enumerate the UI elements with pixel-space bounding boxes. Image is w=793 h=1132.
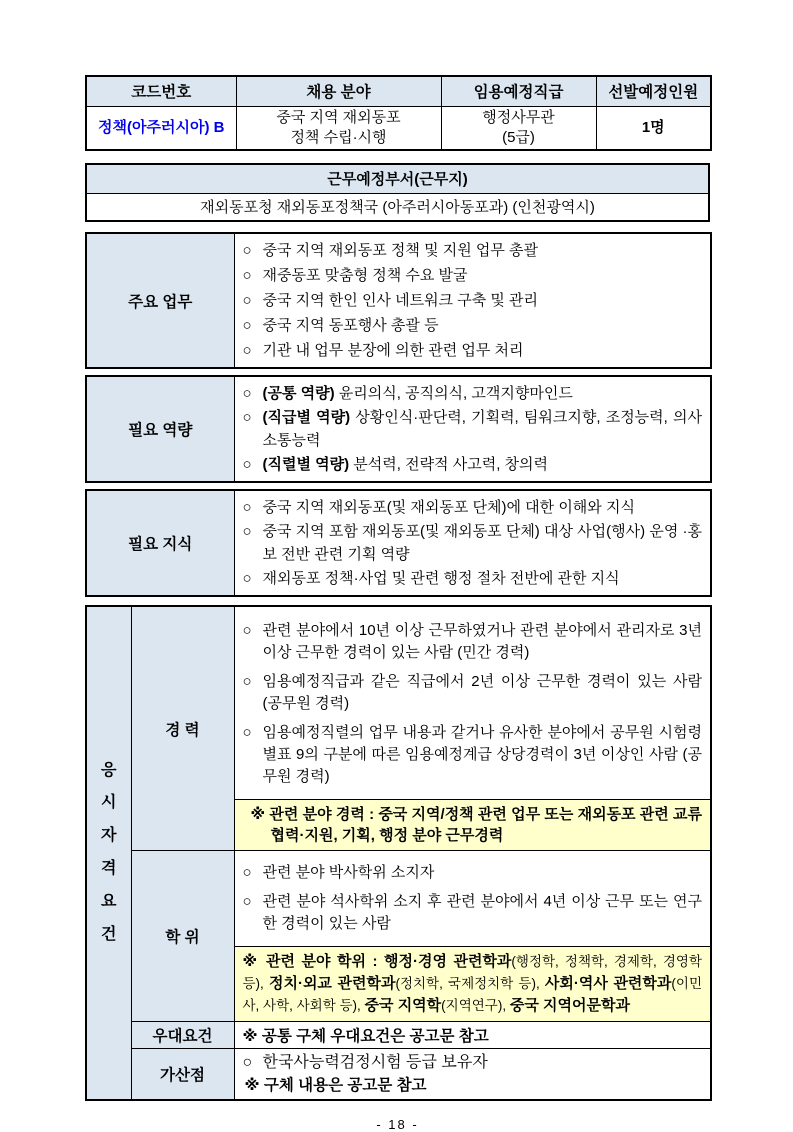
bullet-item [243, 1051, 703, 1074]
bullet-item [243, 862, 703, 884]
bullet-text: 중국 지역 재외동포(및 재외동포 단체)에 대한 이해와 지식 [262, 499, 635, 516]
bullet-text: (공통 역량) 윤리의식, 공직의식, 고객지향마인드 [262, 385, 573, 402]
knowledge-table [85, 489, 712, 597]
circle-bullet-icon: ○ [242, 292, 252, 309]
degree-list [234, 851, 711, 947]
qualifications-vertical-label-text: 응시자격요건 [101, 761, 117, 943]
career-note [234, 800, 711, 851]
department-table [85, 163, 710, 222]
bullet-item [243, 891, 703, 935]
circle-bullet-icon: ○ [242, 523, 252, 540]
recruit-field-line2: 정책 수립·시행 [290, 128, 387, 146]
bullet-text: 한국사능력검정시험 등급 보유자 [262, 1054, 488, 1071]
circle-bullet-icon: ○ [242, 385, 252, 402]
position-summary-table [85, 75, 712, 151]
bullet-item [243, 382, 703, 405]
bullet-text: 재중동포 맞춤형 정책 수요 발굴 [262, 267, 468, 284]
bullet-text: 중국 지역 포함 재외동포(및 재외동포 단체) 대상 사업(행사) 운영 ·홍보 전반 관련 기획 역량 [262, 523, 702, 563]
bullet-text: 기관 내 업무 분장에 의한 관련 업무 처리 [262, 342, 524, 359]
bullet-text: 중국 지역 재외동포 정책 및 지원 업무 총괄 [262, 242, 539, 259]
career-label: 경 력 [131, 606, 234, 851]
main-duties-list [234, 233, 711, 368]
qualifications-table [85, 605, 712, 1101]
recruit-field-value [236, 106, 441, 150]
bullet-item [243, 453, 703, 476]
degree-note [234, 947, 711, 1022]
circle-bullet-icon: ○ [242, 267, 252, 284]
header-selection-count: 선발예정인원 [596, 76, 711, 106]
bullet-item [243, 238, 703, 263]
bullet-text: (직렬별 역량) 분석력, 전략적 사고력, 창의력 [262, 456, 548, 473]
competencies-table [85, 375, 712, 483]
bullet-item [243, 406, 703, 452]
department-header: 근무예정부서(근무지) [86, 164, 709, 193]
bullet-text: 임용예정직렬의 업무 내용과 같거나 유사한 분야에서 공무원 시험령 별표 9의 구분에 따른 임용예정계급 상당경력이 3년 이상인 사람 (공무원 경력) [262, 724, 702, 785]
qualifications-vertical-label [86, 606, 131, 1100]
knowledge-label: 필요 지식 [86, 490, 234, 596]
preferred-label: 우대요건 [131, 1022, 234, 1049]
circle-bullet-icon: ○ [242, 342, 252, 359]
bullet-item [243, 671, 703, 715]
bullet-item [243, 338, 703, 363]
main-duties-table [85, 232, 712, 369]
code-number-value: 정책(아주러시아) B [86, 106, 236, 150]
career-note-text: ※ 관련 분야 경력 : 중국 지역/정책 관련 업무 또는 재외동포 관련 교류 협력·지원, 기획, 행정 분야 근무경력 [250, 806, 702, 844]
bullet-item [243, 313, 703, 338]
bullet-text: 관련 분야 석사학위 소지 후 관련 분야에서 4년 이상 근무 또는 연구한 경력이 있는 사람 [262, 893, 702, 932]
bullet-text: 관련 분야에서 10년 이상 근무하였거나 관련 분야에서 관리자로 3년 이상 근무한 경력이 있는 사람 (민간 경력) [262, 622, 702, 661]
degree-note-text: ※ 관련 분야 학위 : 행정·경영 관련학과(행정학, 정책학, 경제학, 경영학 등), 정치·외교 관련학과(정치학, 국제정치학 등), 사회·역사 관련학과(이민사, 사학, 사회학 등), 중국 지역학(지역연구), 중국 지역어문학과 [242, 953, 702, 1014]
main-duties-label: 주요 업무 [86, 233, 234, 368]
circle-bullet-icon: ○ [242, 317, 252, 334]
bullet-item [243, 263, 703, 288]
expected-grade-line1: 행정사무관 [482, 108, 555, 126]
circle-bullet-icon: ○ [242, 570, 252, 587]
bonus-label: 가산점 [131, 1049, 234, 1101]
competencies-label: 필요 역량 [86, 376, 234, 482]
bullet-text: 중국 지역 한인 인사 네트워크 구축 및 관리 [262, 292, 539, 309]
expected-grade-value [441, 106, 596, 150]
bullet-item [243, 288, 703, 313]
circle-bullet-icon: ○ [242, 893, 252, 910]
bullet-item [243, 520, 703, 566]
header-code-number: 코드번호 [86, 76, 236, 106]
circle-bullet-icon: ○ [242, 409, 252, 426]
recruit-field-line1: 중국 지역 재외동포 [276, 108, 401, 126]
header-recruit-field: 채용 분야 [236, 76, 441, 106]
preferred-text: ※ 공통 구체 우대요건은 공고문 참고 [234, 1022, 711, 1049]
bullet-text: (직급별 역량) 상황인식·판단력, 기획력, 팀워크지향, 조정능력, 의사소통능력 [262, 409, 702, 449]
bullet-item [243, 620, 703, 664]
degree-label: 학 위 [131, 851, 234, 1022]
bullet-text: 관련 분야 박사학위 소지자 [262, 864, 435, 881]
header-expected-grade: 임용예정직급 [441, 76, 596, 106]
competencies-list [234, 376, 711, 482]
circle-bullet-icon: ○ [242, 724, 252, 741]
page-number: - 18 - [376, 1117, 419, 1132]
career-list [234, 606, 711, 800]
bullet-text: 중국 지역 동포행사 총괄 등 [262, 317, 439, 334]
circle-bullet-icon: ○ [242, 499, 252, 516]
expected-grade-line2: (5급) [502, 128, 535, 146]
selection-count-value: 1명 [596, 106, 711, 150]
bonus-list [243, 1051, 703, 1074]
circle-bullet-icon: ○ [242, 622, 252, 639]
bullet-item [243, 722, 703, 788]
bullet-item [243, 567, 703, 590]
circle-bullet-icon: ○ [242, 1054, 253, 1071]
circle-bullet-icon: ○ [242, 864, 252, 881]
bonus-content [234, 1049, 711, 1101]
circle-bullet-icon: ○ [242, 242, 252, 259]
bullet-item [243, 496, 703, 519]
bullet-text: 임용예정직급과 같은 직급에서 2년 이상 근무한 경력이 있는 사람 (공무원 경력) [262, 673, 702, 712]
bullet-text: 재외동포 정책·사업 및 관련 행정 절차 전반에 관한 지식 [262, 570, 620, 587]
circle-bullet-icon: ○ [242, 456, 252, 473]
knowledge-list [234, 490, 711, 596]
department-value: 재외동포청 재외동포정책국 (아주러시아동포과) (인천광역시) [86, 193, 709, 221]
bonus-note-text: ※ 구체 내용은 공고문 참고 [244, 1077, 427, 1094]
circle-bullet-icon: ○ [242, 673, 252, 690]
